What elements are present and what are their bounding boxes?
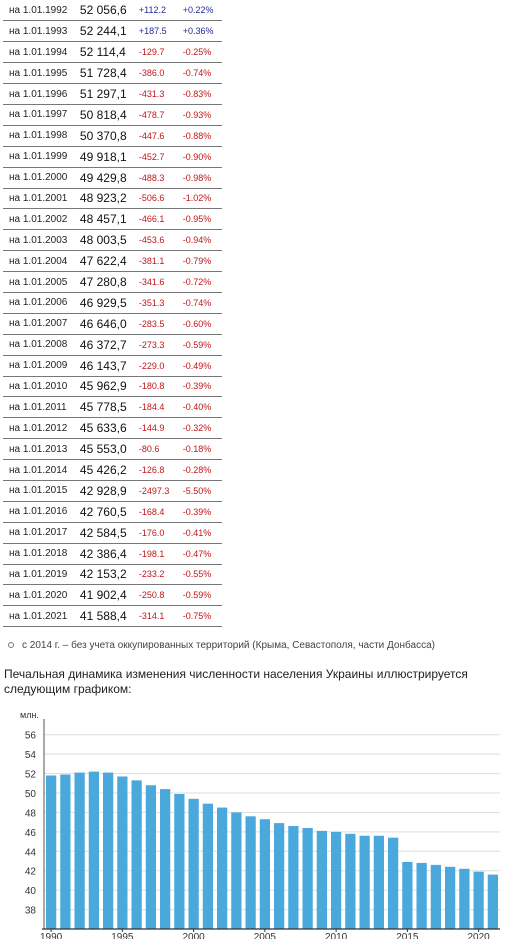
population-cell: 52 114,4 [80, 42, 139, 63]
bar [417, 863, 427, 929]
bar [75, 773, 85, 929]
change-abs-cell: -176.0 [139, 522, 183, 543]
change-pct-cell: -0.90% [183, 146, 222, 167]
population-cell: 45 633,6 [80, 418, 139, 439]
change-pct-cell: -0.25% [183, 42, 222, 63]
bar [174, 794, 184, 929]
change-abs-cell: -351.3 [139, 292, 183, 313]
population-cell: 45 962,9 [80, 376, 139, 397]
change-pct-cell: -0.47% [183, 543, 222, 564]
x-tick-label: 2020 [467, 932, 490, 939]
bar [345, 834, 355, 929]
population-cell: 42 153,2 [80, 564, 139, 585]
bar [445, 867, 455, 929]
change-abs-cell: +112.2 [139, 0, 183, 21]
x-tick-label: 2005 [253, 932, 276, 939]
bar [488, 875, 498, 929]
table-row [3, 376, 222, 397]
x-tick-label: 1995 [111, 932, 134, 939]
bar [46, 776, 56, 929]
population-cell: 46 929,5 [80, 292, 139, 313]
table-row [3, 104, 222, 125]
table-row [3, 585, 222, 606]
change-pct-cell: -0.75% [183, 606, 222, 627]
population-cell: 47 622,4 [80, 251, 139, 272]
date-cell: на 1.01.1993 [3, 21, 80, 42]
table-row [3, 209, 222, 230]
bar [459, 869, 469, 929]
population-cell: 41 588,4 [80, 606, 139, 627]
bar [189, 799, 199, 929]
y-tick-label: 54 [24, 750, 36, 762]
date-cell: на 1.01.2007 [3, 313, 80, 334]
bar [402, 862, 412, 929]
table-row [3, 63, 222, 84]
date-cell: на 1.01.1998 [3, 125, 80, 146]
change-abs-cell: -452.7 [139, 146, 183, 167]
population-cell: 46 372,7 [80, 334, 139, 355]
change-pct-cell: -0.39% [183, 501, 222, 522]
change-pct-cell: -0.40% [183, 397, 222, 418]
table-row [3, 292, 222, 313]
table-row [3, 313, 222, 334]
date-cell: на 1.01.1999 [3, 146, 80, 167]
change-pct-cell: -0.72% [183, 272, 222, 293]
date-cell: на 1.01.1997 [3, 104, 80, 125]
change-pct-cell: -0.95% [183, 209, 222, 230]
change-abs-cell: -184.4 [139, 397, 183, 418]
change-abs-cell: -2497.3 [139, 480, 183, 501]
change-abs-cell: -229.0 [139, 355, 183, 376]
table-row [3, 251, 222, 272]
date-cell: на 1.01.2000 [3, 167, 80, 188]
change-pct-cell: -0.49% [183, 355, 222, 376]
date-cell: на 1.01.2013 [3, 439, 80, 460]
bar [160, 789, 170, 929]
bar [117, 776, 127, 929]
x-tick-label: 1990 [40, 932, 63, 939]
table-row [3, 21, 222, 42]
y-tick-label: 56 [24, 730, 36, 742]
population-bar-chart [0, 700, 515, 939]
date-cell: на 1.01.1995 [3, 63, 80, 84]
table-row [3, 355, 222, 376]
population-cell: 47 280,8 [80, 272, 139, 293]
change-abs-cell: -273.3 [139, 334, 183, 355]
y-tick-label: 48 [24, 808, 36, 820]
bar [132, 780, 142, 929]
y-tick-label: 44 [24, 847, 36, 859]
table-row [3, 272, 222, 293]
table-row [3, 564, 222, 585]
bar [89, 772, 99, 929]
change-pct-cell: -0.32% [183, 418, 222, 439]
change-abs-cell: -233.2 [139, 564, 183, 585]
change-pct-cell: -1.02% [183, 188, 222, 209]
bar [303, 828, 313, 929]
footnote-text: с 2014 г. – без учета оккупированных территорий (Крыма, Севастополя, части Донбасса) [22, 640, 435, 651]
population-cell: 49 918,1 [80, 146, 139, 167]
change-abs-cell: -126.8 [139, 460, 183, 481]
change-pct-cell: -0.59% [183, 334, 222, 355]
table-row [3, 543, 222, 564]
change-abs-cell: -488.3 [139, 167, 183, 188]
change-pct-cell: -0.18% [183, 439, 222, 460]
table-row [3, 0, 222, 21]
date-cell: на 1.01.2014 [3, 460, 80, 481]
change-pct-cell: -0.79% [183, 251, 222, 272]
change-pct-cell: -0.60% [183, 313, 222, 334]
bar [374, 836, 384, 929]
change-abs-cell: -144.9 [139, 418, 183, 439]
table-row [3, 334, 222, 355]
change-abs-cell: -80.6 [139, 439, 183, 460]
population-cell: 46 143,7 [80, 355, 139, 376]
bar [274, 823, 284, 929]
table-row [3, 42, 222, 63]
date-cell: на 1.01.2006 [3, 292, 80, 313]
change-pct-cell: +0.22% [183, 0, 222, 21]
change-pct-cell: -0.39% [183, 376, 222, 397]
population-cell: 51 297,1 [80, 84, 139, 105]
population-cell: 46 646,0 [80, 313, 139, 334]
change-pct-cell: -0.74% [183, 292, 222, 313]
date-cell: на 1.01.2021 [3, 606, 80, 627]
date-cell: на 1.01.2001 [3, 188, 80, 209]
date-cell: на 1.01.2020 [3, 585, 80, 606]
change-abs-cell: +187.5 [139, 21, 183, 42]
date-cell: на 1.01.2003 [3, 230, 80, 251]
bar [360, 836, 370, 929]
bar [331, 832, 341, 929]
date-cell: на 1.01.2005 [3, 272, 80, 293]
population-cell: 50 818,4 [80, 104, 139, 125]
date-cell: на 1.01.1994 [3, 42, 80, 63]
date-cell: на 1.01.2019 [3, 564, 80, 585]
change-abs-cell: -198.1 [139, 543, 183, 564]
population-cell: 48 003,5 [80, 230, 139, 251]
table-row [3, 480, 222, 501]
date-cell: на 1.01.2018 [3, 543, 80, 564]
change-abs-cell: -250.8 [139, 585, 183, 606]
bar [203, 804, 213, 929]
change-abs-cell: -506.6 [139, 188, 183, 209]
population-table [3, 0, 222, 627]
change-abs-cell: -453.6 [139, 230, 183, 251]
population-cell: 50 370,8 [80, 125, 139, 146]
x-tick-label: 2015 [396, 932, 419, 939]
change-abs-cell: -129.7 [139, 42, 183, 63]
date-cell: на 1.01.2016 [3, 501, 80, 522]
change-abs-cell: -386.0 [139, 63, 183, 84]
date-cell: на 1.01.1996 [3, 84, 80, 105]
table-row [3, 230, 222, 251]
y-tick-label: 50 [24, 789, 36, 800]
y-tick-label: 40 [24, 886, 36, 898]
change-abs-cell: -466.1 [139, 209, 183, 230]
change-abs-cell: -180.8 [139, 376, 183, 397]
change-abs-cell: -447.6 [139, 125, 183, 146]
date-cell: на 1.01.2004 [3, 251, 80, 272]
y-axis-label: млн. [20, 710, 39, 720]
footnote [8, 640, 435, 651]
bar [231, 812, 241, 929]
date-cell: на 1.01.1992 [3, 0, 80, 21]
population-cell: 42 760,5 [80, 501, 139, 522]
bar [217, 808, 227, 929]
date-cell: на 1.01.2010 [3, 376, 80, 397]
date-cell: на 1.01.2002 [3, 209, 80, 230]
population-cell: 41 902,4 [80, 585, 139, 606]
table-row [3, 439, 222, 460]
change-pct-cell: -0.94% [183, 230, 222, 251]
date-cell: на 1.01.2017 [3, 522, 80, 543]
y-tick-label: 46 [24, 827, 36, 839]
table-row [3, 606, 222, 627]
date-cell: на 1.01.2011 [3, 397, 80, 418]
population-cell: 45 778,5 [80, 397, 139, 418]
date-cell: на 1.01.2012 [3, 418, 80, 439]
change-abs-cell: -283.5 [139, 313, 183, 334]
intro-paragraph: Печальная динамика изменения численности населения Украины иллюстрируется следующим графиком: [4, 667, 468, 696]
population-cell: 45 426,2 [80, 460, 139, 481]
y-tick-label: 42 [24, 866, 36, 878]
change-pct-cell: -0.74% [183, 63, 222, 84]
bar [431, 865, 441, 929]
population-table-body [3, 0, 222, 627]
bar [317, 831, 327, 929]
table-row [3, 167, 222, 188]
table-row [3, 460, 222, 481]
change-abs-cell: -381.1 [139, 251, 183, 272]
bar [146, 785, 156, 929]
population-cell: 42 386,4 [80, 543, 139, 564]
population-cell: 52 244,1 [80, 21, 139, 42]
change-abs-cell: -168.4 [139, 501, 183, 522]
bar [260, 819, 270, 929]
date-cell: на 1.01.2008 [3, 334, 80, 355]
x-tick-label: 2000 [182, 932, 205, 939]
y-tick-label: 38 [24, 905, 36, 917]
change-pct-cell: -0.98% [183, 167, 222, 188]
change-abs-cell: -341.6 [139, 272, 183, 293]
change-pct-cell: -0.93% [183, 104, 222, 125]
table-row [3, 146, 222, 167]
date-cell: на 1.01.2009 [3, 355, 80, 376]
table-row [3, 418, 222, 439]
change-pct-cell: -0.28% [183, 460, 222, 481]
bullet-icon [8, 642, 14, 648]
population-cell: 42 928,9 [80, 480, 139, 501]
population-cell: 51 728,4 [80, 63, 139, 84]
population-cell: 45 553,0 [80, 439, 139, 460]
table-row [3, 522, 222, 543]
bar [60, 775, 70, 929]
bar [246, 816, 256, 929]
bar [474, 872, 484, 929]
change-pct-cell: -5.50% [183, 480, 222, 501]
population-cell: 52 056,6 [80, 0, 139, 21]
population-cell: 48 457,1 [80, 209, 139, 230]
change-pct-cell: -0.83% [183, 84, 222, 105]
y-tick-label: 52 [24, 769, 36, 781]
table-row [3, 397, 222, 418]
change-abs-cell: -478.7 [139, 104, 183, 125]
bar [103, 773, 113, 929]
change-pct-cell: -0.55% [183, 564, 222, 585]
x-tick-label: 2010 [325, 932, 348, 939]
table-row [3, 501, 222, 522]
population-cell: 42 584,5 [80, 522, 139, 543]
population-cell: 49 429,8 [80, 167, 139, 188]
change-pct-cell: -0.41% [183, 522, 222, 543]
bar [388, 838, 398, 929]
table-row [3, 84, 222, 105]
change-pct-cell: -0.88% [183, 125, 222, 146]
change-pct-cell: +0.36% [183, 21, 222, 42]
population-cell: 48 923,2 [80, 188, 139, 209]
change-pct-cell: -0.59% [183, 585, 222, 606]
change-abs-cell: -431.3 [139, 84, 183, 105]
table-row [3, 125, 222, 146]
bar [288, 826, 298, 929]
date-cell: на 1.01.2015 [3, 480, 80, 501]
table-row [3, 188, 222, 209]
change-abs-cell: -314.1 [139, 606, 183, 627]
